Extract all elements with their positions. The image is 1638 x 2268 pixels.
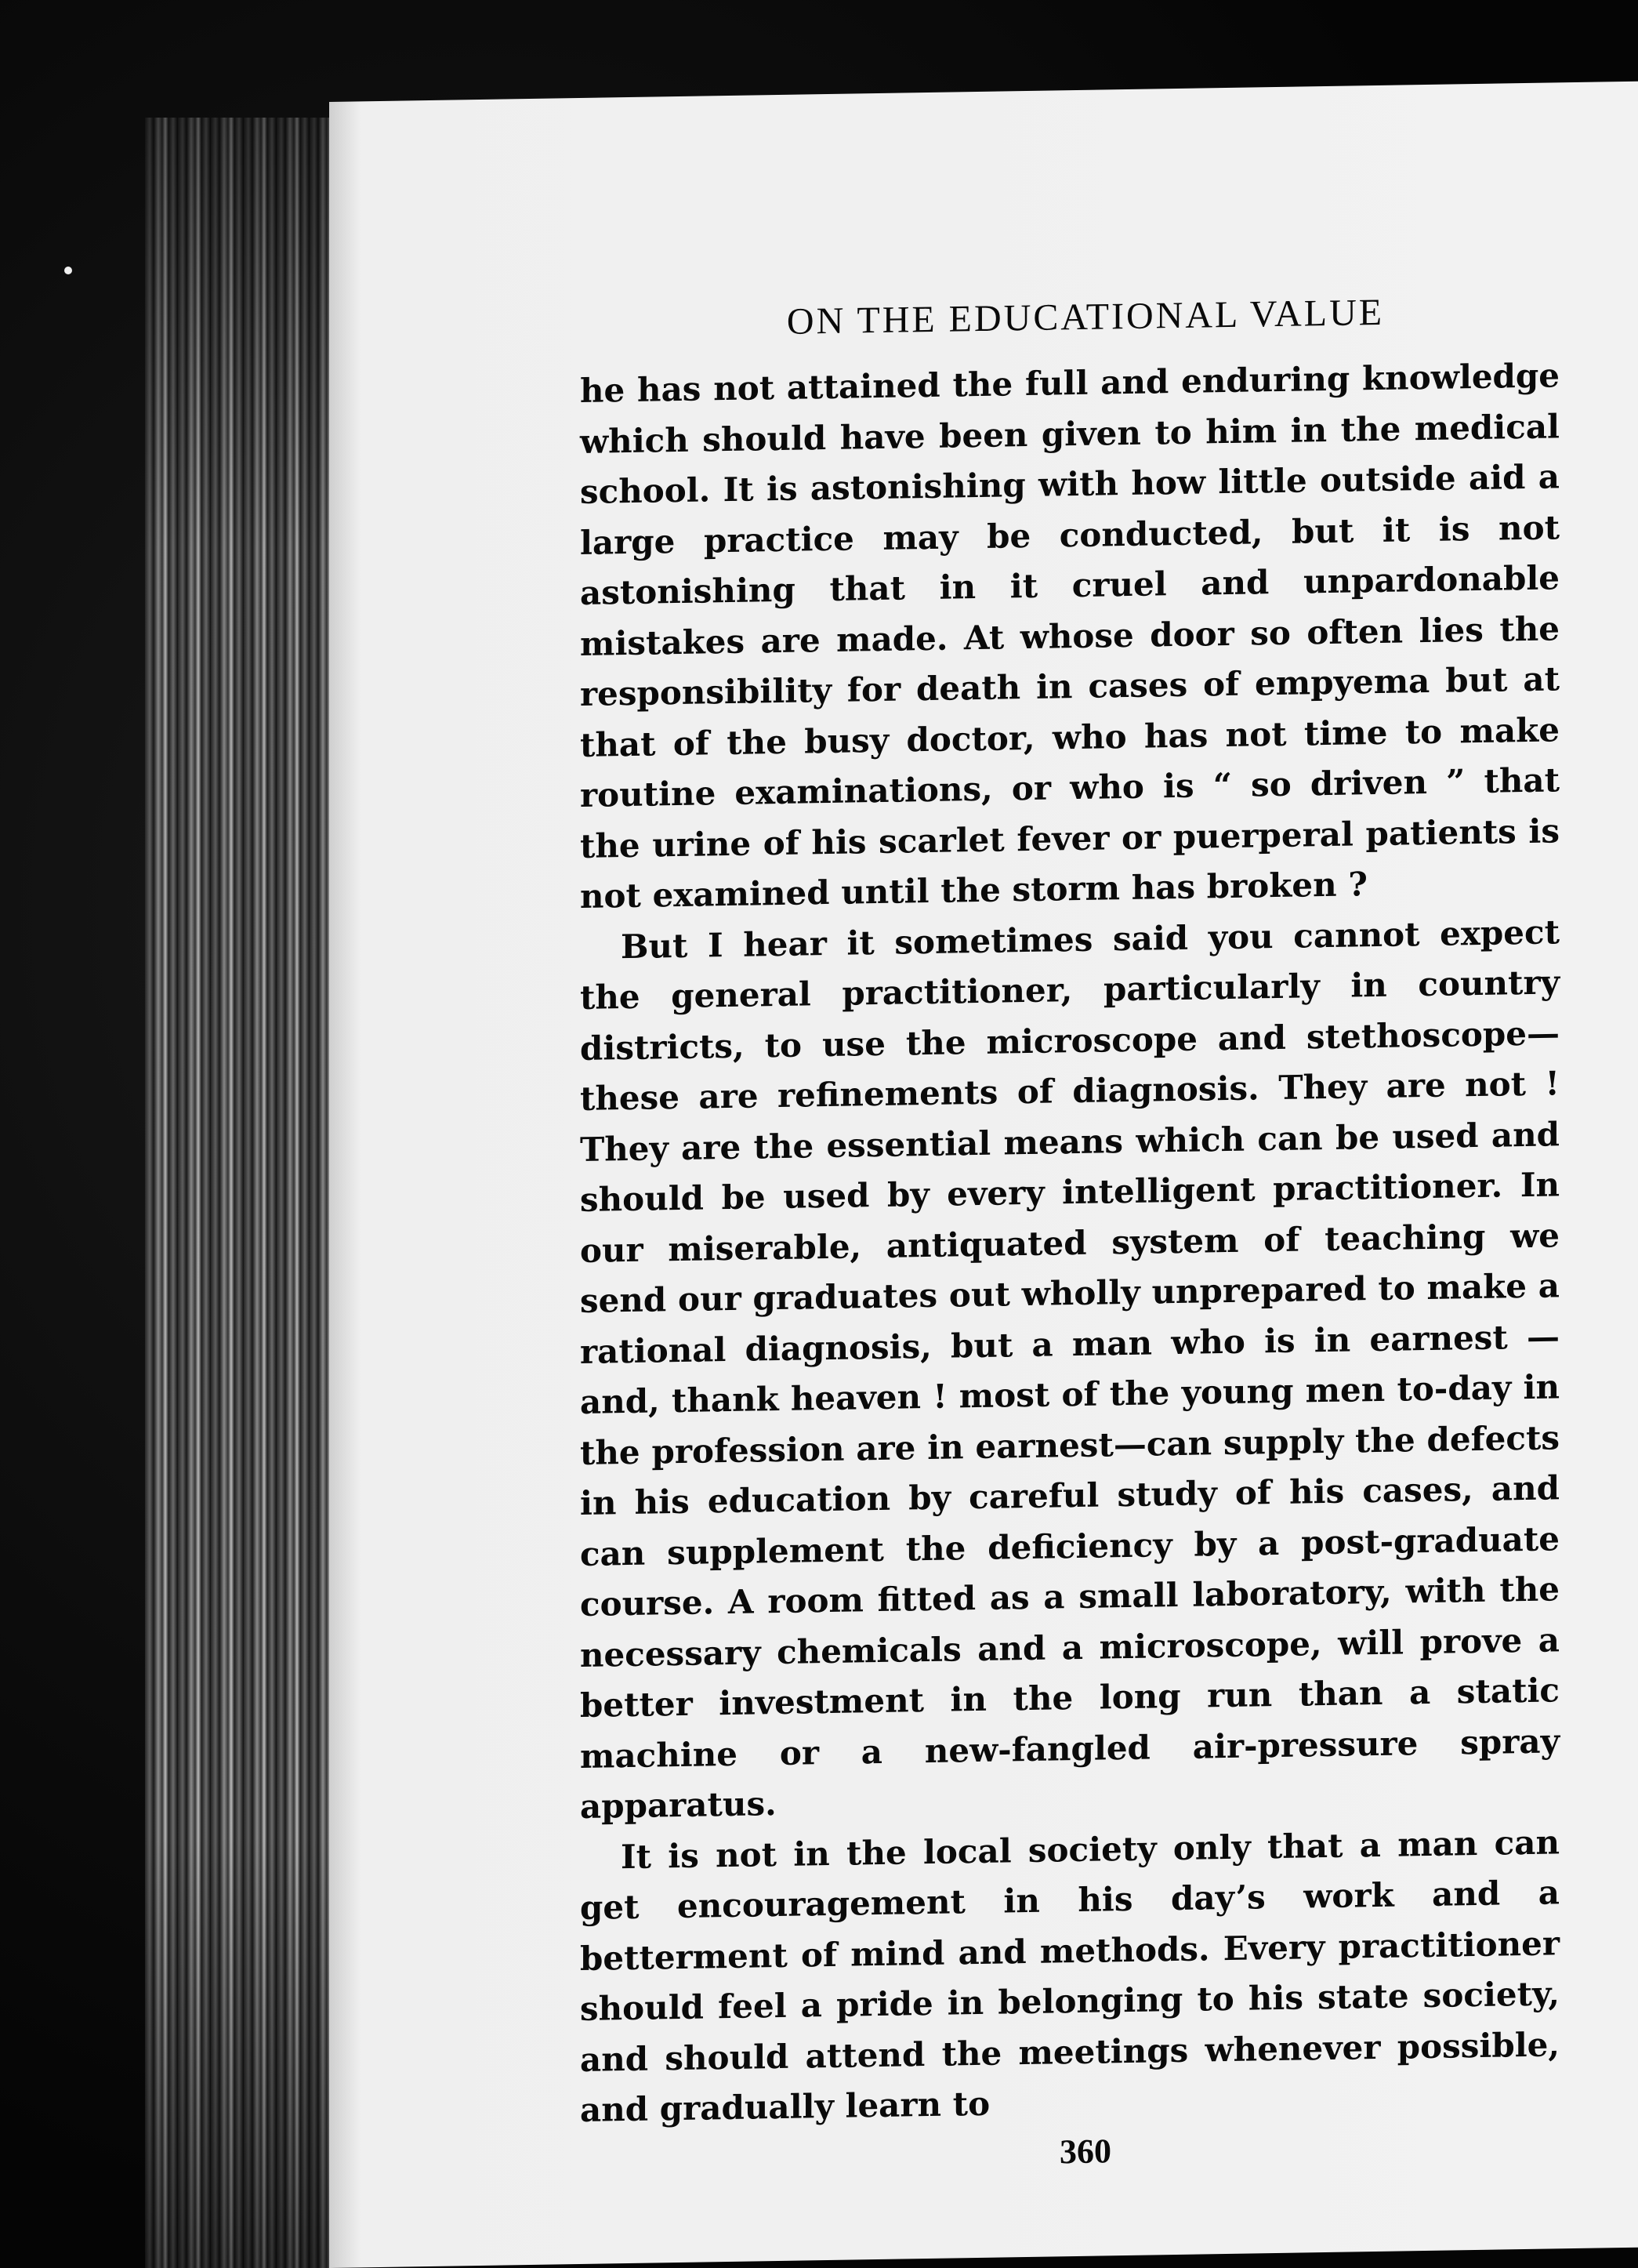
page-content [580,278,1560,2179]
paragraph: It is not in the local society only that a man can get encouragement in his day’s work and a betterment of mind and methods. Every practitioner should feel a pride in belonging to his state society, and should attend the meetings whenever possible, and gradually learn to [580,1822,1560,2129]
running-head: ON THE EDUCATIONAL VALUE [786,291,1385,343]
paragraph: But I hear it sometimes said you cannot expect the general practitioner, particularly in country districts, to use the microscope and stethoscope—these are refinements of diagnosis. They are not ! They are the essential means which can be used and should be used by every intelligent practitioner. In our miserable, antiquated system of teaching we send our graduates out wholly unprepared to make a rational diagnosis, but a man who is in earnest —and, thank heaven ! most of the young men to-day in the profession are in earnest—can supply the defects in his education by careful study of his cases, and can supplement the deficiency by a post-graduate course. A room fitted as a small laboratory, with the necessary chemicals and a microscope, will prove a better investment in the long run than a static machine or a new-fangled air-pressure spray apparatus. [580,912,1560,1826]
page-number: 360 [1060,2131,1111,2171]
scan-speck [64,267,72,274]
body-text [580,350,1560,2136]
book-edge-shadow [145,118,333,2268]
book-page [329,82,1638,2268]
paragraph: he has not attained the full and enduring knowledge which should have been given to him in the medical school. It is astonishing with how little outside aid a large practice may be conducted, but it is not astonishing that in it cruel and unpardonable mistakes are made. At whose door so often lies the responsibility for death in cases of empyema but at that of the busy doctor, who has not time to make routine examinations, or who is “ so driven ” that the urine of his scarlet fever or puerperal patients is not examined until the storm has broken ? [580,356,1560,916]
